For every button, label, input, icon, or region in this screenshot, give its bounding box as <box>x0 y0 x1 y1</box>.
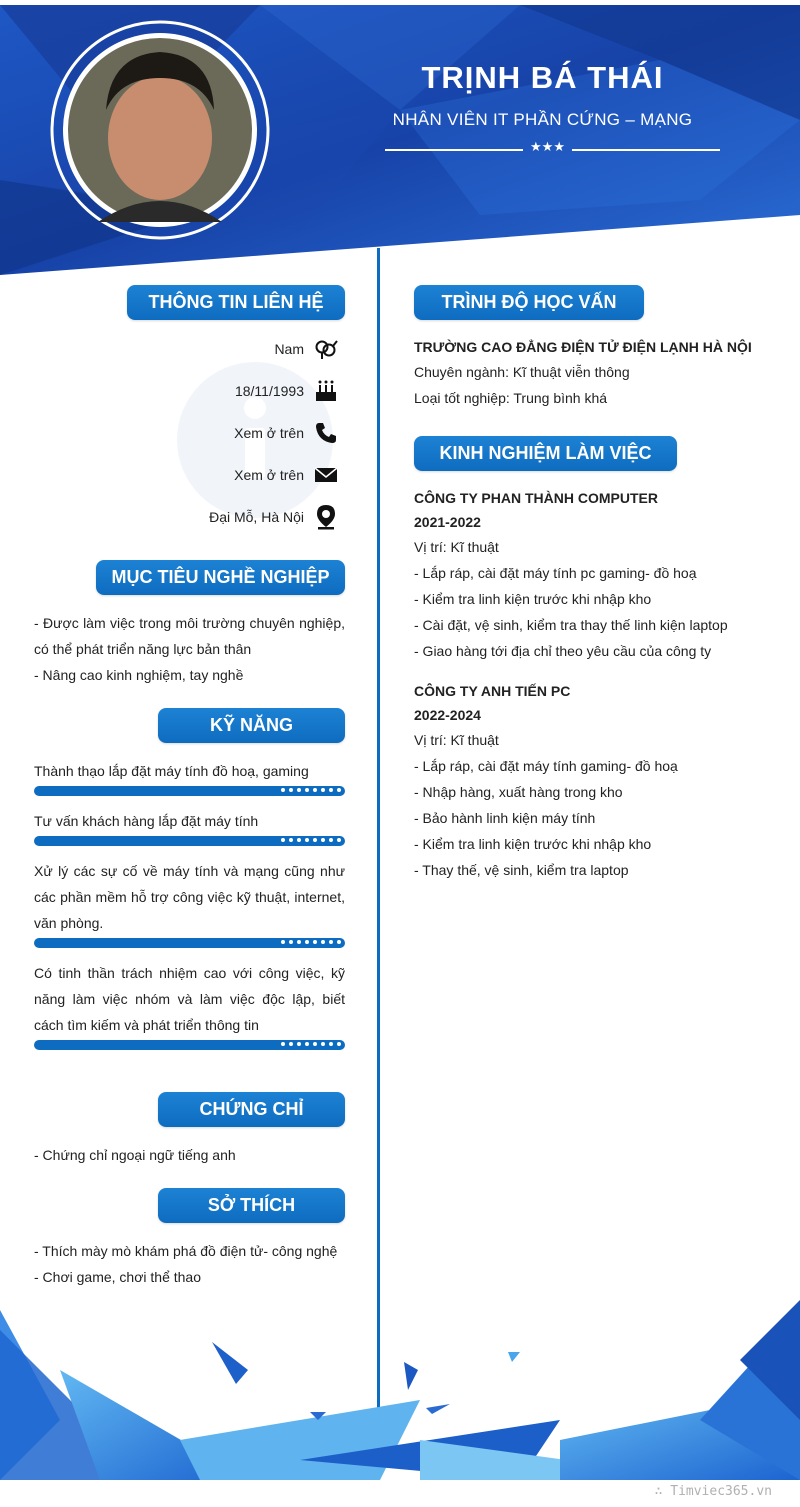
column-divider <box>377 248 380 1440</box>
contact-gender-value: Nam <box>274 341 304 357</box>
job-task: - Lắp ráp, cài đặt máy tính pc gaming- đồ hoạ <box>414 565 697 581</box>
job-period: 2022-2024 <box>414 707 481 723</box>
contact-birthday-value: 18/11/1993 <box>234 383 304 399</box>
job-position: Vị trí: Kĩ thuật <box>414 732 499 748</box>
contact-address <box>209 505 338 529</box>
hobbies-section-title: SỞ THÍCH <box>158 1188 345 1223</box>
contact-address-value: Đại Mỗ, Hà Nội <box>209 509 304 525</box>
objective-line: - Được làm việc trong môi trường chuyên nghiệp, có thể phát triển năng lực bản thân <box>34 615 345 657</box>
envelope-icon <box>314 463 338 487</box>
hobby-line: - Thích mày mò khám phá đồ điện tử- công nghệ <box>34 1243 338 1259</box>
birthday-cake-icon <box>314 379 338 403</box>
job-task: - Lắp ráp, cài đặt máy tính gaming- đồ hoạ <box>414 758 678 774</box>
school-name: TRƯỜNG CAO ĐẲNG ĐIỆN TỬ ĐIỆN LẠNH HÀ NỘI <box>414 339 752 355</box>
contact-phone-value: Xem ở trên <box>234 425 304 441</box>
gender-icon <box>314 337 338 361</box>
candidate-name: TRỊNH BÁ THÁI <box>421 60 664 95</box>
job-task: - Bảo hành linh kiện máy tính <box>414 810 596 826</box>
job-position: Vị trí: Kĩ thuật <box>414 539 499 555</box>
education-section-title: TRÌNH ĐỘ HỌC VẤN <box>414 285 644 320</box>
job-task: - Giao hàng tới địa chỉ theo yêu cầu của công ty <box>414 643 712 659</box>
contact-section-title: THÔNG TIN LIÊN HỆ <box>127 285 345 320</box>
contact-gender <box>274 337 338 361</box>
job-task: - Cài đặt, vệ sinh, kiểm tra thay thế linh kiện laptop <box>414 617 728 633</box>
phone-icon <box>314 421 338 445</box>
job-task: - Kiểm tra linh kiện trước khi nhập kho <box>414 836 652 852</box>
job-task: - Kiểm tra linh kiện trước khi nhập kho <box>414 591 652 607</box>
certificate-line: - Chứng chỉ ngoại ngữ tiếng anh <box>34 1147 236 1163</box>
company-name: CÔNG TY PHAN THÀNH COMPUTER <box>414 490 658 506</box>
skill-level-bar <box>34 836 345 846</box>
company-name: CÔNG TY ANH TIẾN PC <box>414 683 571 699</box>
skills-section-title: KỸ NĂNG <box>158 708 345 743</box>
skill-label: Thành thạo lắp đặt máy tính đồ hoạ, gaming <box>34 763 309 779</box>
objective-line: - Nâng cao kinh nghiệm, tay nghề <box>34 667 244 683</box>
certificates-section-title: CHỨNG CHỈ <box>158 1092 345 1127</box>
star-icon: ★★★ <box>530 139 565 154</box>
contact-email <box>234 463 338 487</box>
objective-section-title: MỤC TIÊU NGHỀ NGHIỆP <box>96 560 345 595</box>
skill-label: Xử lý các sự cố về máy tính và mạng cũng như các phần mềm hỗ trợ công việc kỹ thuật, internet, văn phòng. <box>34 863 345 931</box>
job-task: - Thay thế, vệ sinh, kiểm tra laptop <box>414 862 629 878</box>
education-grade: Loại tốt nghiệp: Trung bình khá <box>414 390 608 406</box>
contact-phone <box>234 421 338 445</box>
site-watermark: ∴ Timviec365.vn <box>654 1484 772 1499</box>
education-major: Chuyên ngành: Kĩ thuật viễn thông <box>414 364 630 380</box>
hobby-line: - Chơi game, chơi thể thao <box>34 1269 201 1285</box>
location-pin-icon <box>314 505 338 529</box>
contact-birthday <box>235 379 338 403</box>
contact-email-value: Xem ở trên <box>234 467 304 483</box>
title-divider-right <box>572 149 720 151</box>
skill-label: Tư vấn khách hàng lắp đặt máy tính <box>34 813 259 829</box>
job-period: 2021-2022 <box>414 514 481 530</box>
skill-level-bar <box>34 786 345 796</box>
skill-level-bar <box>34 1040 345 1050</box>
skill-level-bar <box>34 938 345 948</box>
job-task: - Nhập hàng, xuất hàng trong kho <box>414 784 623 800</box>
title-divider-left <box>385 149 523 151</box>
skill-label: Có tinh thần trách nhiệm cao với công việc, kỹ năng làm việc nhóm và làm việc độc lập, biết cách tìm kiếm và phát triển thông tin <box>34 965 345 1033</box>
job-title: NHÂN VIÊN IT PHẦN CỨNG – MẠNG <box>392 110 693 129</box>
experience-section-title: KINH NGHIỆM LÀM VIỆC <box>414 436 677 471</box>
